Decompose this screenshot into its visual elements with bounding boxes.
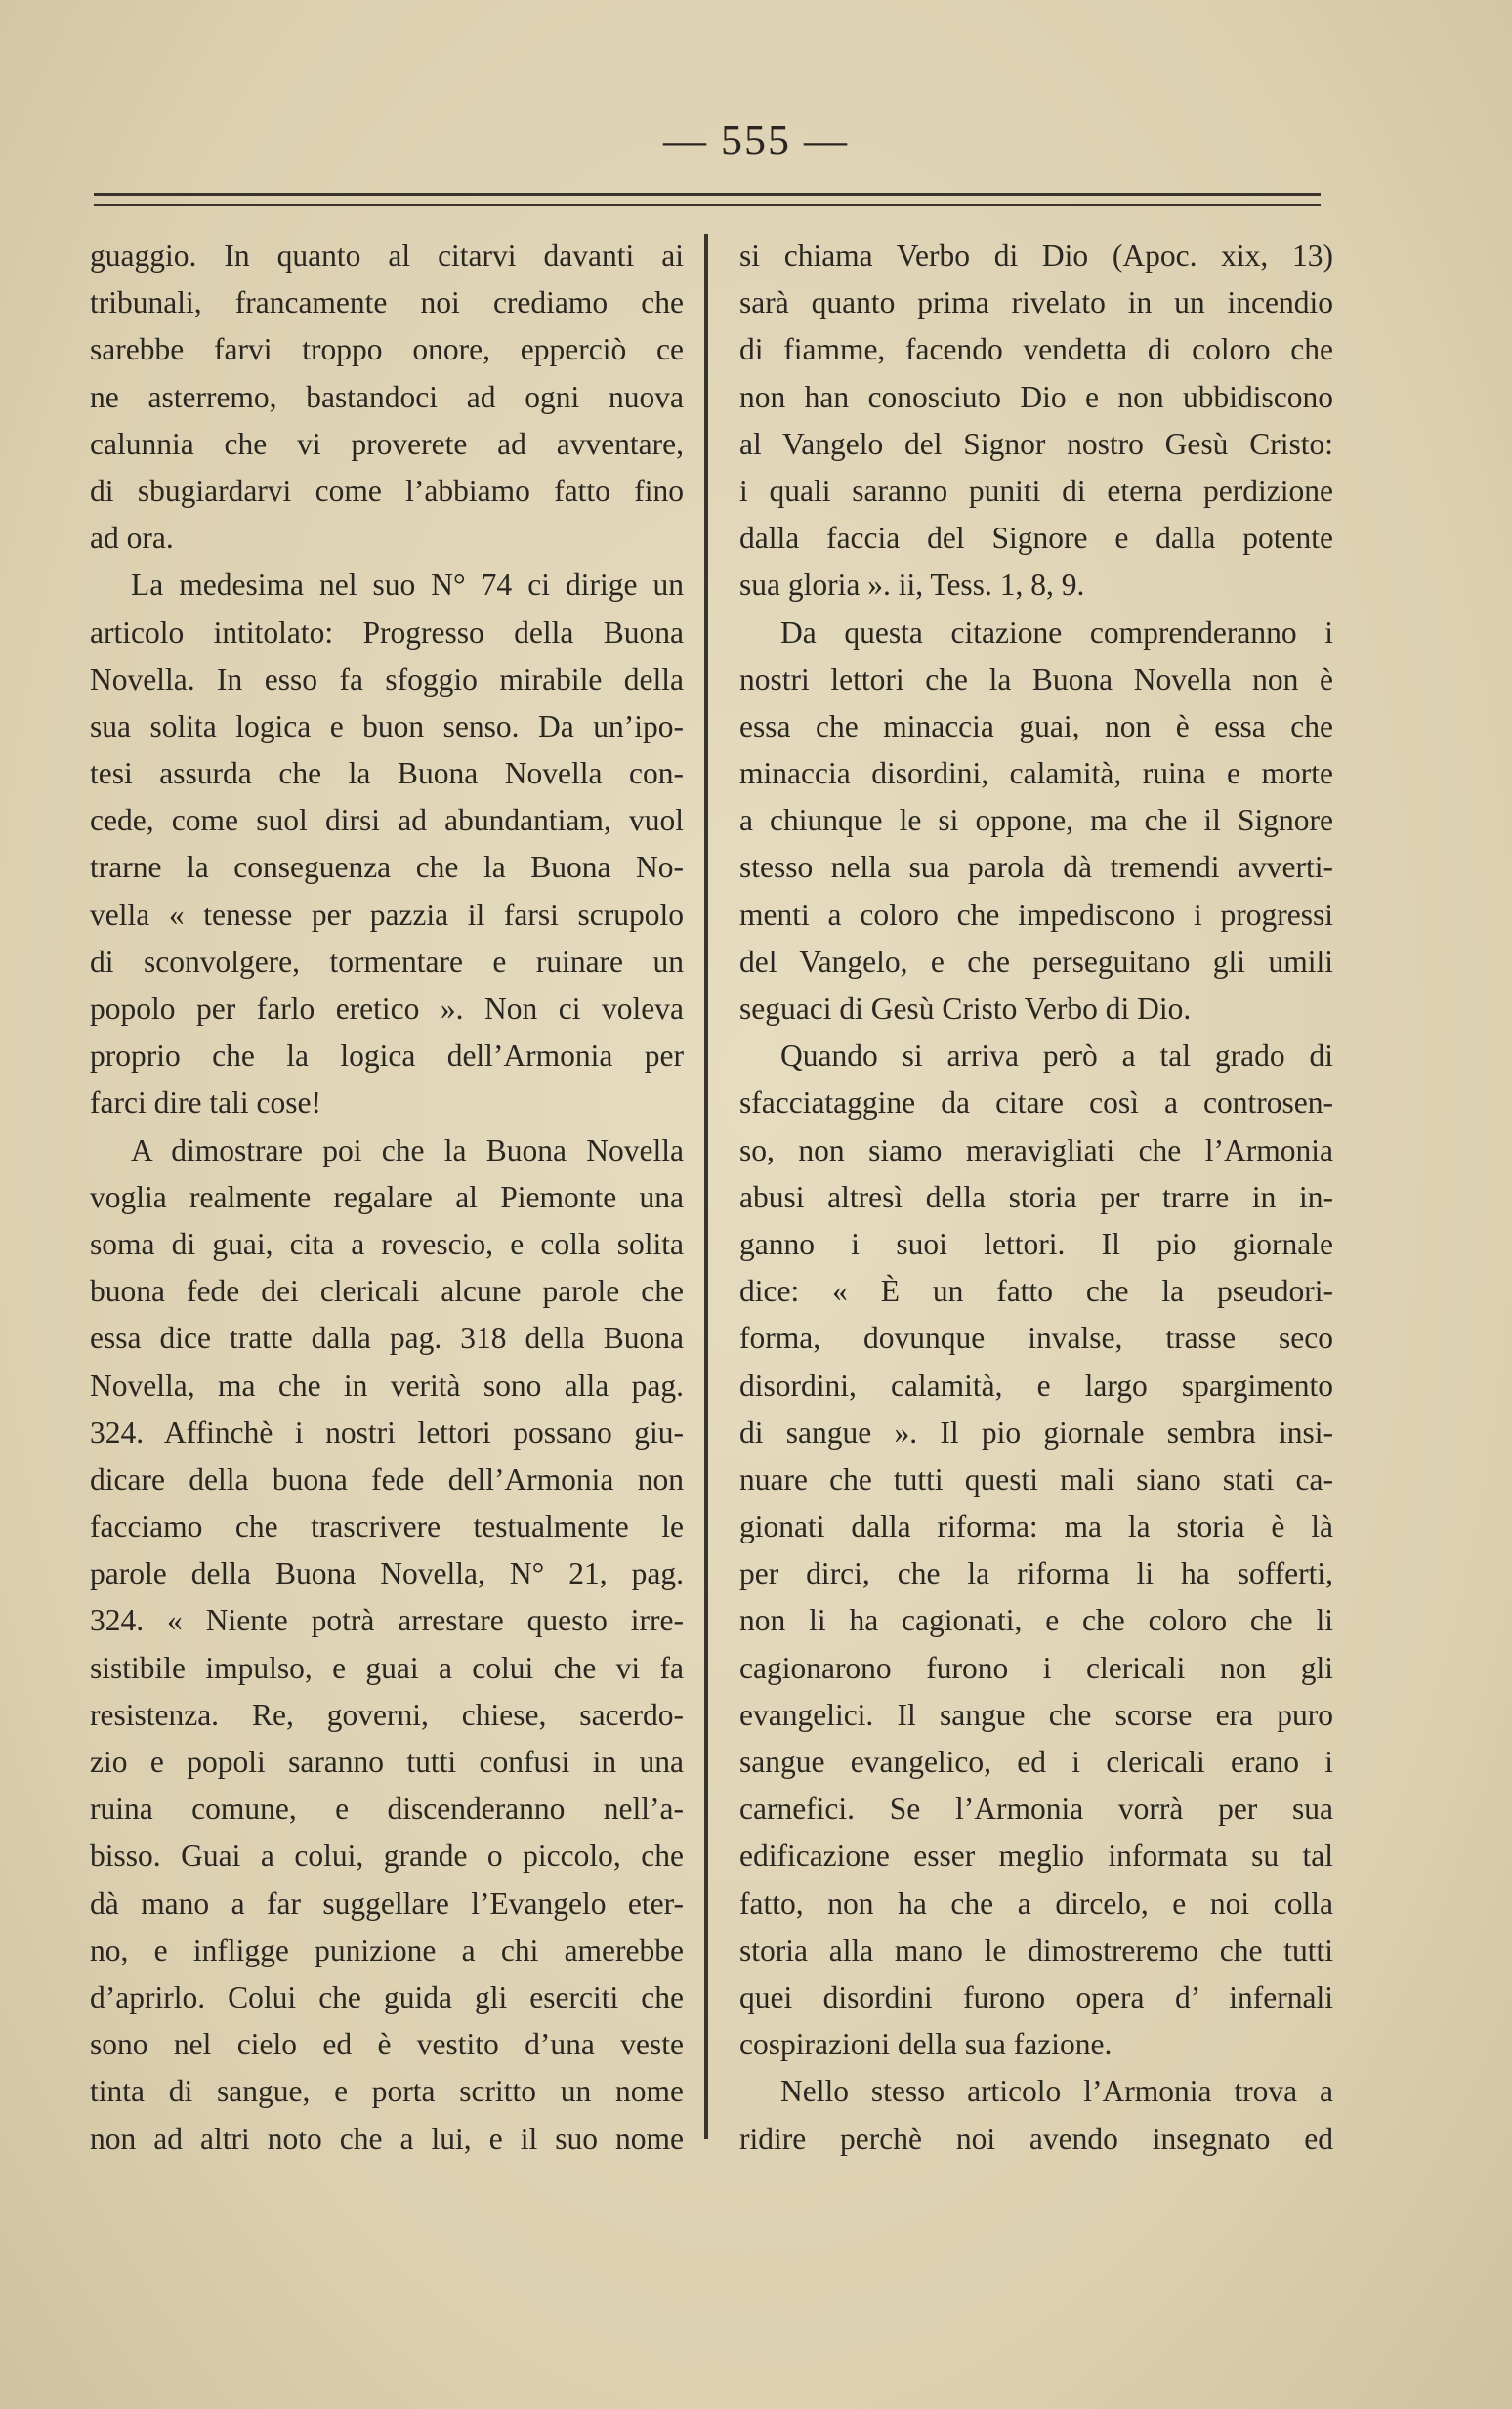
text-line: 324. « Niente potrà arrestare questo irre- <box>90 1603 684 1638</box>
text-line: sua gloria ». ii, Tess. 1, 8, 9. <box>739 568 1085 603</box>
text-line: popolo per farlo eretico ». Non ci voleva <box>90 992 684 1026</box>
text-line: i quali saranno puniti di eterna perdizione <box>739 473 1333 508</box>
text-line: di sbugiardarvi come l’abbiamo fatto fino <box>90 473 684 508</box>
text-line: nuare che tutti questi mali siano stati ca- <box>739 1461 1333 1497</box>
text-line: farci dire tali cose! <box>90 1085 321 1120</box>
text-line: A dimostrare poi che la Buona Novella <box>131 1132 684 1167</box>
text-line: nostri lettori che la Buona Novella non è <box>739 661 1333 697</box>
text-line: edificazione esser meglio informata su tal <box>739 1838 1333 1874</box>
text-line: articolo intitolato: Progresso della Buona <box>90 614 684 650</box>
text-line: forma, dovunque invalse, trasse seco <box>739 1321 1333 1356</box>
text-line: zio e popoli saranno tutti confusi in una <box>90 1745 684 1779</box>
text-line: a chiunque le si oppone, ma che il Signore <box>739 803 1333 838</box>
text-line: stesso nella sua parola dà tremendi avverti- <box>739 850 1333 885</box>
text-line: proprio che la logica dell’Armonia per <box>90 1038 684 1074</box>
text-line: per dirci, che la riforma li ha sofferti, <box>739 1556 1333 1591</box>
text-line: di sconvolgere, tormentare e ruinare un <box>90 944 684 979</box>
text-line: calunnia che vi proverete ad avventare, <box>90 426 684 461</box>
text-line: sangue evangelico, ed i clericali erano i <box>739 1745 1333 1779</box>
text-line: Nello stesso articolo l’Armonia trova a <box>780 2074 1333 2109</box>
text-line: tinta di sangue, e porta scritto un nome <box>90 2074 684 2109</box>
page-number: — 555 — <box>663 116 849 164</box>
text-line: guaggio. In quanto al citarvi davanti ai <box>90 238 684 273</box>
text-line: trarne la conseguenza che la Buona No- <box>90 850 684 885</box>
text-line: quei disordini furono opera d’ infernali <box>739 1979 1333 2014</box>
text-line: abusi altresì della storia per trarre in in- <box>739 1179 1333 1214</box>
text-line: ne asterremo, bastandoci ad ogni nuova <box>90 379 684 414</box>
text-line: sistibile impulso, e guai a colui che vi fa <box>90 1650 684 1685</box>
text-line: al Vangelo del Signor nostro Gesù Cristo: <box>739 426 1333 461</box>
text-line: dicare della buona fede dell’Armonia non <box>90 1461 684 1497</box>
text-line: d’aprirlo. Colui che guida gli eserciti che <box>90 1979 684 2014</box>
text-line: ad ora. <box>90 521 174 556</box>
text-line: 324. Affinchè i nostri lettori possano giu- <box>90 1415 684 1450</box>
text-line: Novella. In esso fa sfoggio mirabile della <box>90 661 684 697</box>
text-line: cede, come suol dirsi ad abundantiam, vuol <box>90 803 684 838</box>
text-line: cospirazioni della sua fazione. <box>739 2027 1113 2062</box>
text-line: ridire perchè noi avendo insegnato ed <box>739 2121 1333 2156</box>
text-line: dà mano a far suggellare l’Evangelo eter- <box>90 1885 684 1921</box>
text-line: dalla faccia del Signore e dalla potente <box>739 521 1333 556</box>
text-line: gionati dalla riforma: ma la storia è là <box>739 1509 1333 1544</box>
text-line: Quando si arriva però a tal grado di <box>780 1038 1333 1074</box>
text-line: menti a coloro che impediscono i progressi <box>739 897 1333 932</box>
text-line: soma di guai, cita a rovescio, e colla solita <box>90 1226 684 1261</box>
text-line: dice: « È un fatto che la pseudori- <box>739 1274 1333 1309</box>
text-line: sua solita logica e buon senso. Da un’ipo- <box>90 708 684 743</box>
text-line: resistenza. Re, governi, chiese, sacerdo- <box>90 1697 684 1732</box>
text-line: sarà quanto prima rivelato in un incendio <box>739 285 1333 320</box>
text-line: storia alla mano le dimostreremo che tutti <box>739 1932 1333 1967</box>
text-line: carnefici. Se l’Armonia vorrà per sua <box>739 1792 1333 1827</box>
text-line: sfacciataggine da citare così a controsen- <box>739 1085 1333 1120</box>
text-line: fatto, non ha che a dircelo, e noi colla <box>739 1885 1333 1921</box>
text-line: so, non siamo meravigliati che l’Armonia <box>739 1132 1333 1167</box>
text-line: voglia realmente regalare al Piemonte una <box>90 1179 684 1214</box>
text-line: facciamo che trascrivere testualmente le <box>90 1509 684 1544</box>
text-line: essa dice tratte dalla pag. 318 della Buona <box>90 1321 684 1356</box>
text-line: non han conosciuto Dio e non ubbidiscono <box>739 379 1333 414</box>
text-line: sarebbe farvi troppo onore, epperciò ce <box>90 332 684 367</box>
text-line: si chiama Verbo di Dio (Apoc. xix, 13) <box>739 238 1333 273</box>
text-line: Da questa citazione comprenderanno i <box>780 614 1333 650</box>
text-line: buona fede dei clericali alcune parole che <box>90 1274 684 1309</box>
text-line: tesi assurda che la Buona Novella con- <box>90 756 684 791</box>
text-line: del Vangelo, e che perseguitano gli umili <box>739 944 1333 979</box>
text-line: vella « tenesse per pazzia il farsi scrupolo <box>90 897 684 932</box>
text-line: La medesima nel suo N° 74 ci dirige un <box>131 568 684 603</box>
text-line: parole della Buona Novella, N° 21, pag. <box>90 1556 684 1591</box>
text-line: di fiamme, facendo vendetta di coloro che <box>739 332 1333 367</box>
text-line: ruina comune, e discenderanno nell’a- <box>90 1792 684 1827</box>
text-line: cagionarono furono i clericali non gli <box>739 1650 1333 1685</box>
text-line: minaccia disordini, calamità, ruina e morte <box>739 756 1333 791</box>
right-column <box>739 232 1333 2163</box>
header-rule <box>94 193 1321 206</box>
text-line: non li ha cagionati, e che coloro che li <box>739 1603 1333 1638</box>
text-line: bisso. Guai a colui, grande o piccolo, che <box>90 1838 684 1874</box>
text-line: ganno i suoi lettori. Il pio giornale <box>739 1226 1333 1261</box>
text-line: seguaci di Gesù Cristo Verbo di Dio. <box>739 992 1192 1026</box>
left-column <box>90 232 684 2163</box>
text-line: tribunali, francamente noi crediamo che <box>90 285 684 320</box>
text-line: no, e infligge punizione a chi amerebbe <box>90 1932 684 1967</box>
text-line: disordini, calamità, e largo spargimento <box>739 1368 1333 1403</box>
text-line: essa che minaccia guai, non è essa che <box>739 708 1333 743</box>
text-line: non ad altri noto che a lui, e il suo nome <box>90 2121 684 2156</box>
text-line: sono nel cielo ed è vestito d’una veste <box>90 2027 684 2062</box>
text-line: di sangue ». Il pio giornale sembra insi- <box>739 1415 1333 1450</box>
column-divider <box>704 234 708 2139</box>
text-line: Novella, ma che in verità sono alla pag. <box>90 1368 684 1403</box>
text-line: evangelici. Il sangue che scorse era puro <box>739 1697 1333 1732</box>
